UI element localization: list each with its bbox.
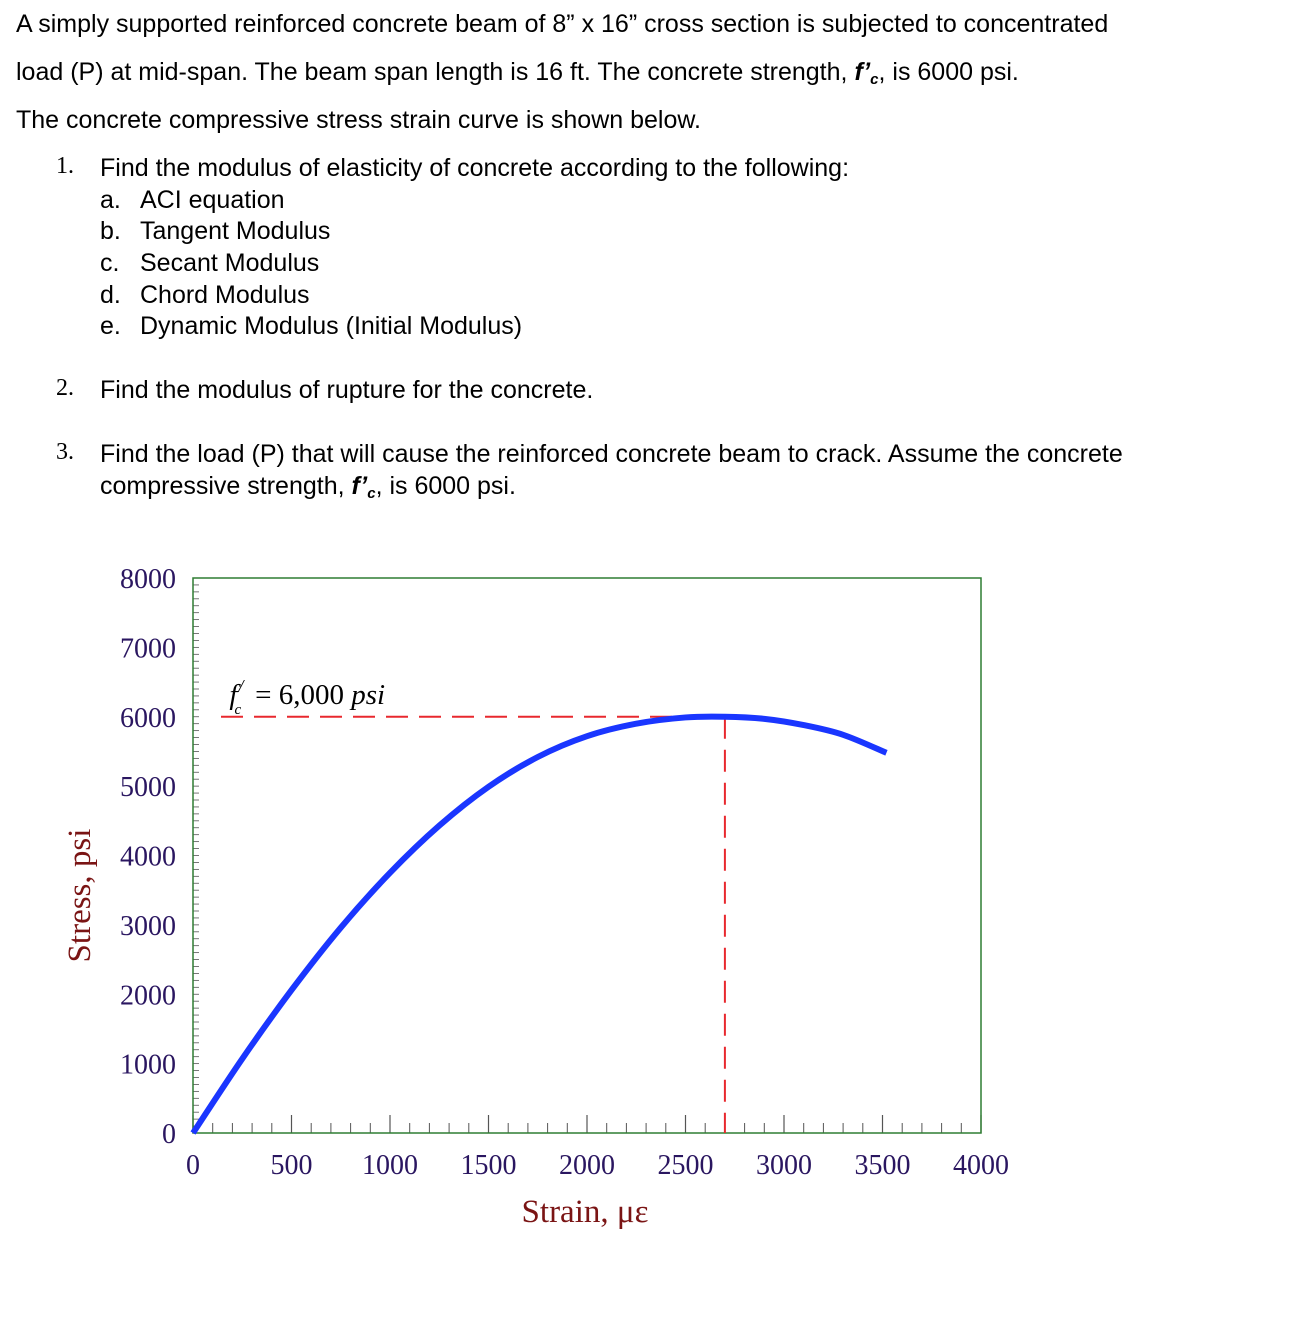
x-tick-label: 1500 [460,1150,517,1181]
annotation-value: = 6,000 [255,678,352,711]
x-tick-label: 4000 [953,1150,1009,1181]
y-tick-label: 7000 [120,633,176,665]
y-axis-label: Stress, psi [62,828,98,963]
question-2-text: Find the modulus of rupture for the concrete. [100,376,594,404]
question-3-text: Find the load (P) that will cause the reinforced concrete beam to crack. Assume the concrete [100,440,1123,468]
question-1e: e. Dynamic Modulus (Initial Modulus) [100,312,523,340]
question-3-number: 3. [56,439,74,465]
y-tick-label: 0 [162,1119,176,1150]
question-3-text-line-2: compressive strength, $f’_c$, is 6000 psi. [100,472,516,502]
fc-symbol: $f’_c$ [854,58,879,88]
problem-line-3 [16,96,701,144]
question-1d: d. Chord Modulus [100,281,310,309]
y-tick-label: 3000 [120,910,176,942]
x-tick-label: 0 [186,1150,200,1181]
problem-line-2-before: load (P) at mid-span. The beam span length is 16 ft. The concrete strength, [16,58,855,86]
x-tick-label: 2000 [559,1150,615,1181]
y-tick-label: 8000 [120,564,176,595]
y-tick-labels [120,564,176,1150]
question-2-number: 2. [56,375,74,401]
question-1-number: 1. [56,153,74,179]
y-tick-label: 4000 [120,841,176,873]
y-tick-label: 5000 [120,772,176,804]
question-1b: b. Tangent Modulus [100,217,331,245]
x-tick-label: 1000 [362,1150,418,1181]
question-1-text: Find the modulus of elasticity of concrete according to the following: [100,154,850,182]
plot-frame [193,578,981,1133]
minor-ticks [193,578,981,1133]
stress-strain-curve [193,717,886,1133]
annotation-prime: / [238,675,244,696]
y-tick-label: 2000 [120,980,176,1012]
problem-line-2-after: , is 6000 psi. [878,58,1019,86]
x-tick-label: 500 [270,1150,313,1181]
y-tick-label: 6000 [120,702,176,734]
x-tick-label: 2500 [657,1150,714,1181]
stress-strain-chart [0,540,1308,1260]
annotation-sub: c [234,701,242,718]
problem-line-1 [16,0,1108,48]
x-tick-label: 3000 [756,1150,812,1181]
fc-annotation [229,676,385,718]
annotation-unit: psi [351,678,386,711]
annotation-f: f [229,678,238,711]
x-tick-labels [186,1150,1009,1181]
fc-symbol-2: $f’_c$ [351,472,376,502]
y-tick-label: 1000 [120,1049,176,1081]
problem-line-1-text: A simply supported reinforced concrete beam of 8” x 16” cross section is subjected to concentrated [16,10,1109,38]
question-1c: c. Secant Modulus [100,249,320,277]
x-axis-label: Strain, με [521,1194,649,1230]
question-1a: a. ACI equation [100,186,285,214]
x-tick-label: 3500 [854,1150,911,1181]
problem-line-3-text: The concrete compressive stress strain curve is shown below. [16,106,701,134]
